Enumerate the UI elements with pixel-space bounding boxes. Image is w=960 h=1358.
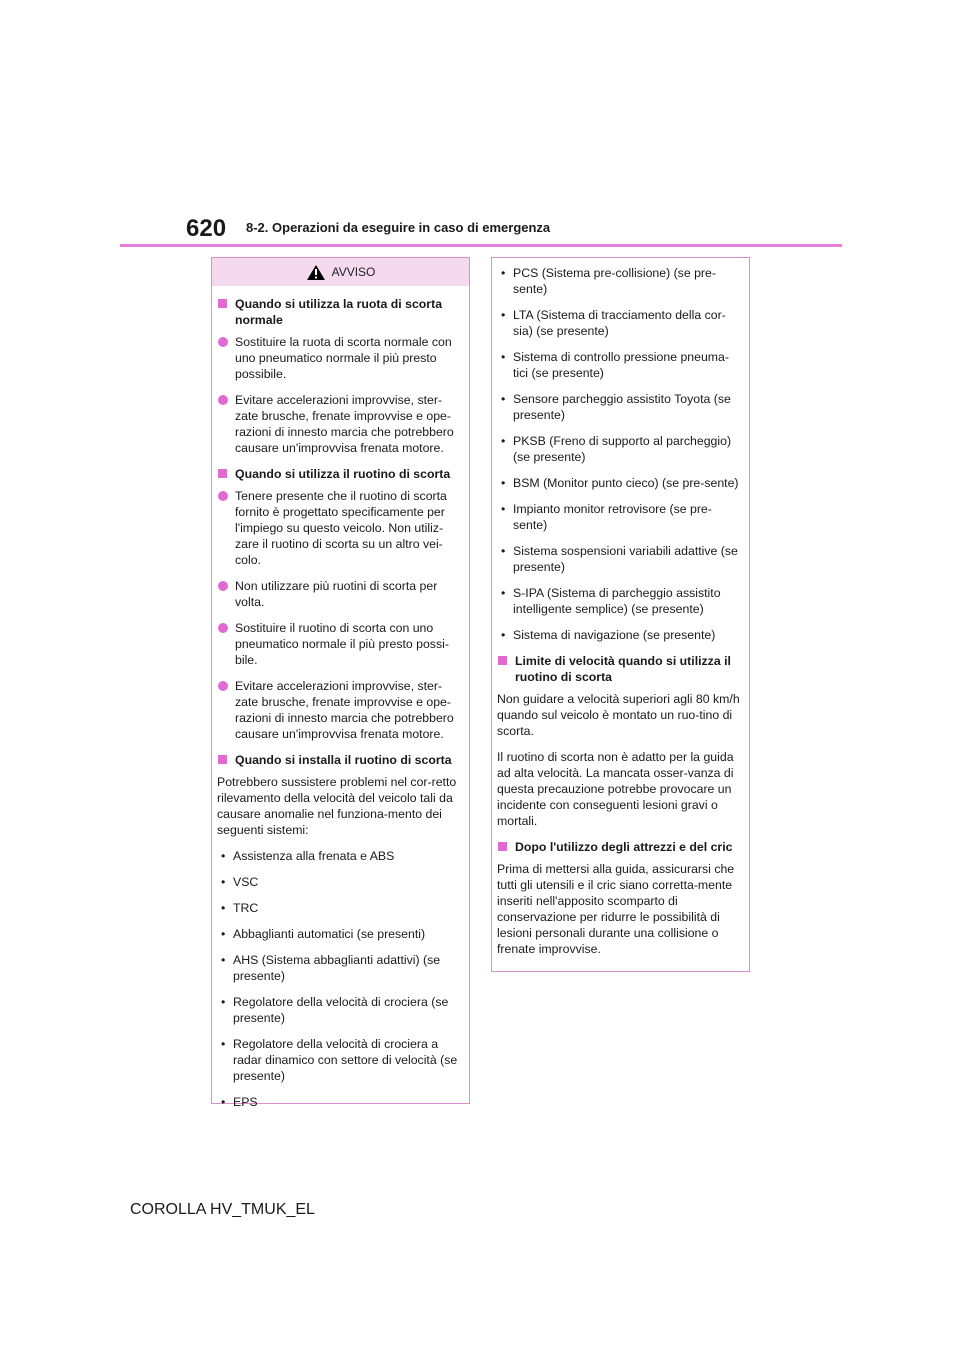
warning-triangle-icon [306, 264, 326, 281]
list-item: • Abbaglianti automatici (se presenti) [217, 926, 462, 942]
list-item: Evitare accelerazioni improvvise, ster-zate brusche, frenate improvvise e ope-razioni di innesto marcia che potrebbero causare un'improvvisa frenata motore. [217, 392, 462, 456]
paragraph: Potrebbero sussistere problemi nel cor-retto rilevamento della velocità del veicolo tali da causare anomalie nel funziona-mento dei seguenti sistemi: [217, 775, 457, 837]
page-number: 620 [186, 215, 227, 242]
list-item: • Impianto monitor retrovisore (se pre-sente) [497, 501, 742, 533]
list-item: • Sistema di navigazione (se presente) [497, 627, 742, 643]
paragraph: Prima di mettersi alla guida, assicurarsi che tutti gli utensili e il cric siano corretta-mente inseriti nell'apposito scomparto di conservazione per ridurre le possibilità di lesioni personali durante una collisione o frenate improvvise. [497, 862, 735, 956]
list-item: Tenere presente che il ruotino di scorta fornito è progettato specificamente per l'impiego su questo veicolo. Non utiliz-zare il ruotino di scorta su un altro vei-colo. [217, 488, 462, 568]
list-item: • PCS (Sistema pre-collisione) (se pre-sente) [497, 265, 742, 297]
list-item: Sostituire il ruotino di scorta con uno pneumatico normale il più presto possi-bile. [217, 620, 462, 668]
paragraph: Il ruotino di scorta non è adatto per la guida ad alta velocità. La mancata osser-vanza di questa precauzione potrebbe provocare un incidente con conseguenti lesioni gravi o mortali. [497, 750, 734, 828]
warning-title: AVVISO [331, 265, 376, 279]
list-item: • EPS [217, 1094, 462, 1110]
list-item: Sostituire la ruota di scorta normale con uno pneumatico normale il più presto possibile. [217, 334, 462, 382]
list-item: • BSM (Monitor punto cieco) (se pre-sente) [497, 475, 742, 491]
heading-after-tools: Dopo l'utilizzo degli attrezzi e del cric [497, 839, 742, 855]
list-item: Evitare accelerazioni improvvise, ster-zate brusche, frenate improvvise e ope-razioni di innesto marcia che potrebbero causare un'improvvisa frenata motore. [217, 678, 462, 742]
list-item: • AHS (Sistema abbaglianti adattivi) (se presente) [217, 952, 462, 984]
list-item: • Sistema di controllo pressione pneuma-tici (se presente) [497, 349, 742, 381]
warning-box-continued [491, 257, 750, 972]
list-item: Non utilizzare più ruotini di scorta per volta. [217, 578, 462, 610]
section-title: 8-2. Operazioni da eseguire in caso di emergenza [246, 220, 551, 235]
list-item: • Regolatore della velocità di crociera a radar dinamico con settore di velocità (se presente) [217, 1036, 462, 1084]
header-rule [120, 244, 842, 247]
heading-speed-limit: Limite di velocità quando si utilizza il ruotino di scorta [497, 653, 742, 685]
list-item: • Regolatore della velocità di crociera (se presente) [217, 994, 462, 1026]
list-item: • PKSB (Freno di supporto al parcheggio) (se presente) [497, 433, 742, 465]
warning-header [212, 258, 469, 286]
heading-spare-normal: Quando si utilizza la ruota di scorta normale [217, 296, 462, 328]
heading-compact-spare: Quando si utilizza il ruotino di scorta [217, 466, 462, 482]
footer-model: COROLLA HV_TMUK_EL [130, 1201, 315, 1218]
list-item: • TRC [217, 900, 462, 916]
list-item: • Sistema sospensioni variabili adattive (se presente) [497, 543, 742, 575]
list-item: • Sensore parcheggio assistito Toyota (se presente) [497, 391, 742, 423]
list-item: • VSC [217, 874, 462, 890]
warning-box [211, 257, 470, 1109]
paragraph: Non guidare a velocità superiori agli 80 km/h quando sul veicolo è montato un ruo-tino di scorta. [497, 692, 740, 738]
list-item: • S-IPA (Sistema di parcheggio assistito intelligente semplice) (se presente) [497, 585, 742, 617]
heading-install-compact: Quando si installa il ruotino di scorta [217, 752, 462, 768]
list-item: • LTA (Sistema di tracciamento della cor-sia) (se presente) [497, 307, 742, 339]
list-item: • Assistenza alla frenata e ABS [217, 848, 462, 864]
